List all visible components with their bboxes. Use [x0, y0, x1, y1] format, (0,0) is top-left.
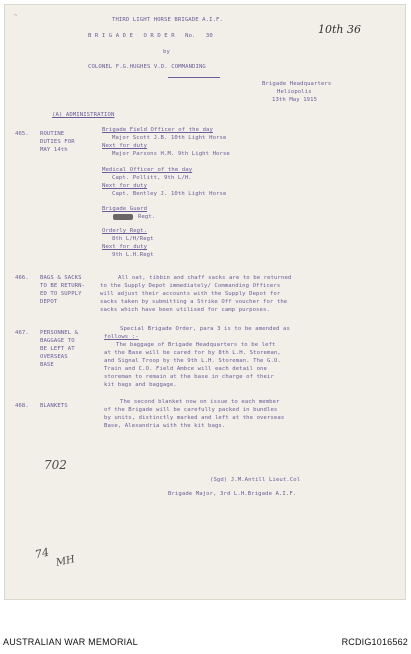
item-number: 467. — [15, 330, 29, 336]
item-caption-line: DUTIES FOR — [40, 139, 75, 145]
duty-heading: Next for duty — [102, 183, 148, 189]
item-caption-line: BE LEFT AT — [40, 346, 75, 352]
item-caption-line: BLANKETS — [40, 403, 68, 409]
item-body-line: to the Supply Depot immediately/ Commanding Officers — [100, 283, 281, 289]
handwritten-pencil-note: MH — [55, 554, 76, 569]
item-caption-line: ROUTINE — [40, 131, 65, 137]
place-line: Heliopolis — [277, 89, 312, 95]
item-caption-line: OVERSEAS — [40, 354, 68, 360]
item-body-line: sacks which have been utilised for camp purposes. — [100, 307, 270, 313]
item-caption-line: ED TO SUPPLY — [40, 291, 82, 297]
archive-credit: AUSTRALIAN WAR MEMORIAL — [3, 637, 138, 647]
signature-line: (Sgd) J.M.Antill Lieut.Col — [210, 477, 301, 483]
duty-entry: Capt. Bentley J. 10th Light Horse — [112, 191, 227, 197]
item-body-line: and Signal Troop by the 9th L.H. Storeman. The G.O. — [104, 358, 281, 364]
item-body-line: follows :- — [104, 334, 139, 340]
commander-line: COLONEL F.G.HUGHES V.D. COMMANDING — [88, 64, 206, 70]
signature-title: Brigade Major, 3rd L.H.Brigade A.I.F. — [168, 491, 297, 497]
duty-heading: Next for duty — [102, 244, 148, 250]
item-caption-line: DEPOT — [40, 299, 58, 305]
item-body-line: of the Brigade will be carefully packed in bundles — [104, 407, 278, 413]
item-body-line: Base, Alexandria with the kit bags. — [104, 423, 226, 429]
handwritten-page-number: 10th 36 — [318, 23, 361, 36]
section-heading: (A) ADMINISTRATION — [52, 112, 115, 118]
hq-line: Brigade Headquarters — [262, 81, 332, 87]
item-body-line: Train and C.O. Field Ambce will each detail one — [104, 366, 267, 372]
header-rule — [168, 77, 220, 78]
item-body-line: All oat, tibbin and chaff sacks are to be returned — [118, 275, 292, 281]
item-caption-line: MAY 14th — [40, 147, 68, 153]
duty-heading: Brigade Field Officer of the day — [102, 127, 213, 133]
item-caption-line: TO BE RETURN- — [40, 283, 86, 289]
item-caption-line: BASE — [40, 362, 54, 368]
duty-heading: Next for duty — [102, 143, 148, 149]
duty-heading: Orderly Regt. — [102, 228, 148, 234]
duty-entry: 9th L.H.Regt — [112, 252, 154, 258]
duty-entry: Capt. Pollitt, 9th L/H. — [112, 175, 192, 181]
item-body-line: sacks taken by submitting a Strike Off voucher for the — [100, 299, 288, 305]
handwritten-number: 702 — [44, 458, 67, 472]
item-number: 465. — [15, 131, 29, 137]
item-body-line: storeman to remain at the base in charge of their — [104, 374, 274, 380]
duty-heading: Medical Officer of the day — [102, 167, 193, 173]
order-title: B R I G A D E O R D E R No. 30 — [88, 33, 213, 39]
duty-entry: Regt. — [138, 214, 156, 220]
unit-heading: THIRD LIGHT HORSE BRIGADE A.I.F. — [112, 17, 223, 23]
item-body-line: at the Base will be cared for by 8th L.H. Storeman, — [104, 350, 281, 356]
archive-reference: RCDIG1016562 — [341, 637, 408, 647]
item-body-line: will adjust their accounts with the Supply Depot for — [100, 291, 281, 297]
item-caption-line: BAGGAGE TO — [40, 338, 75, 344]
handwritten-pencil-note: 74 — [33, 545, 51, 562]
item-body-line: by units, distinctly marked and left at the overseas — [104, 415, 285, 421]
date-line: 13th May 1915 — [272, 97, 318, 103]
duty-entry: Major Scott J.B. 10th Light Horse — [112, 135, 227, 141]
item-number: 468. — [15, 403, 29, 409]
ink-smudge — [113, 214, 133, 220]
item-number: 466. — [15, 275, 29, 281]
item-body-line: The second blanket now on issue to each member — [120, 399, 280, 405]
item-caption-line: PERSONNEL & — [40, 330, 79, 336]
item-body-line: The baggage of Brigade Headquarters to be left — [116, 342, 276, 348]
duty-heading: Brigade Guard — [102, 206, 148, 212]
corner-mark: ~ — [14, 13, 18, 19]
by-line: by — [163, 49, 170, 55]
duty-entry: Major Parsons H.M. 9th Light Horse — [112, 151, 230, 157]
item-body-line: Special Brigade Order, para 3 is to be amended as — [120, 326, 290, 332]
item-body-line: kit bags and baggage. — [104, 382, 177, 388]
item-caption-line: BAGS & SACKS — [40, 275, 82, 281]
duty-entry: 8th L/H/Regt — [112, 236, 154, 242]
